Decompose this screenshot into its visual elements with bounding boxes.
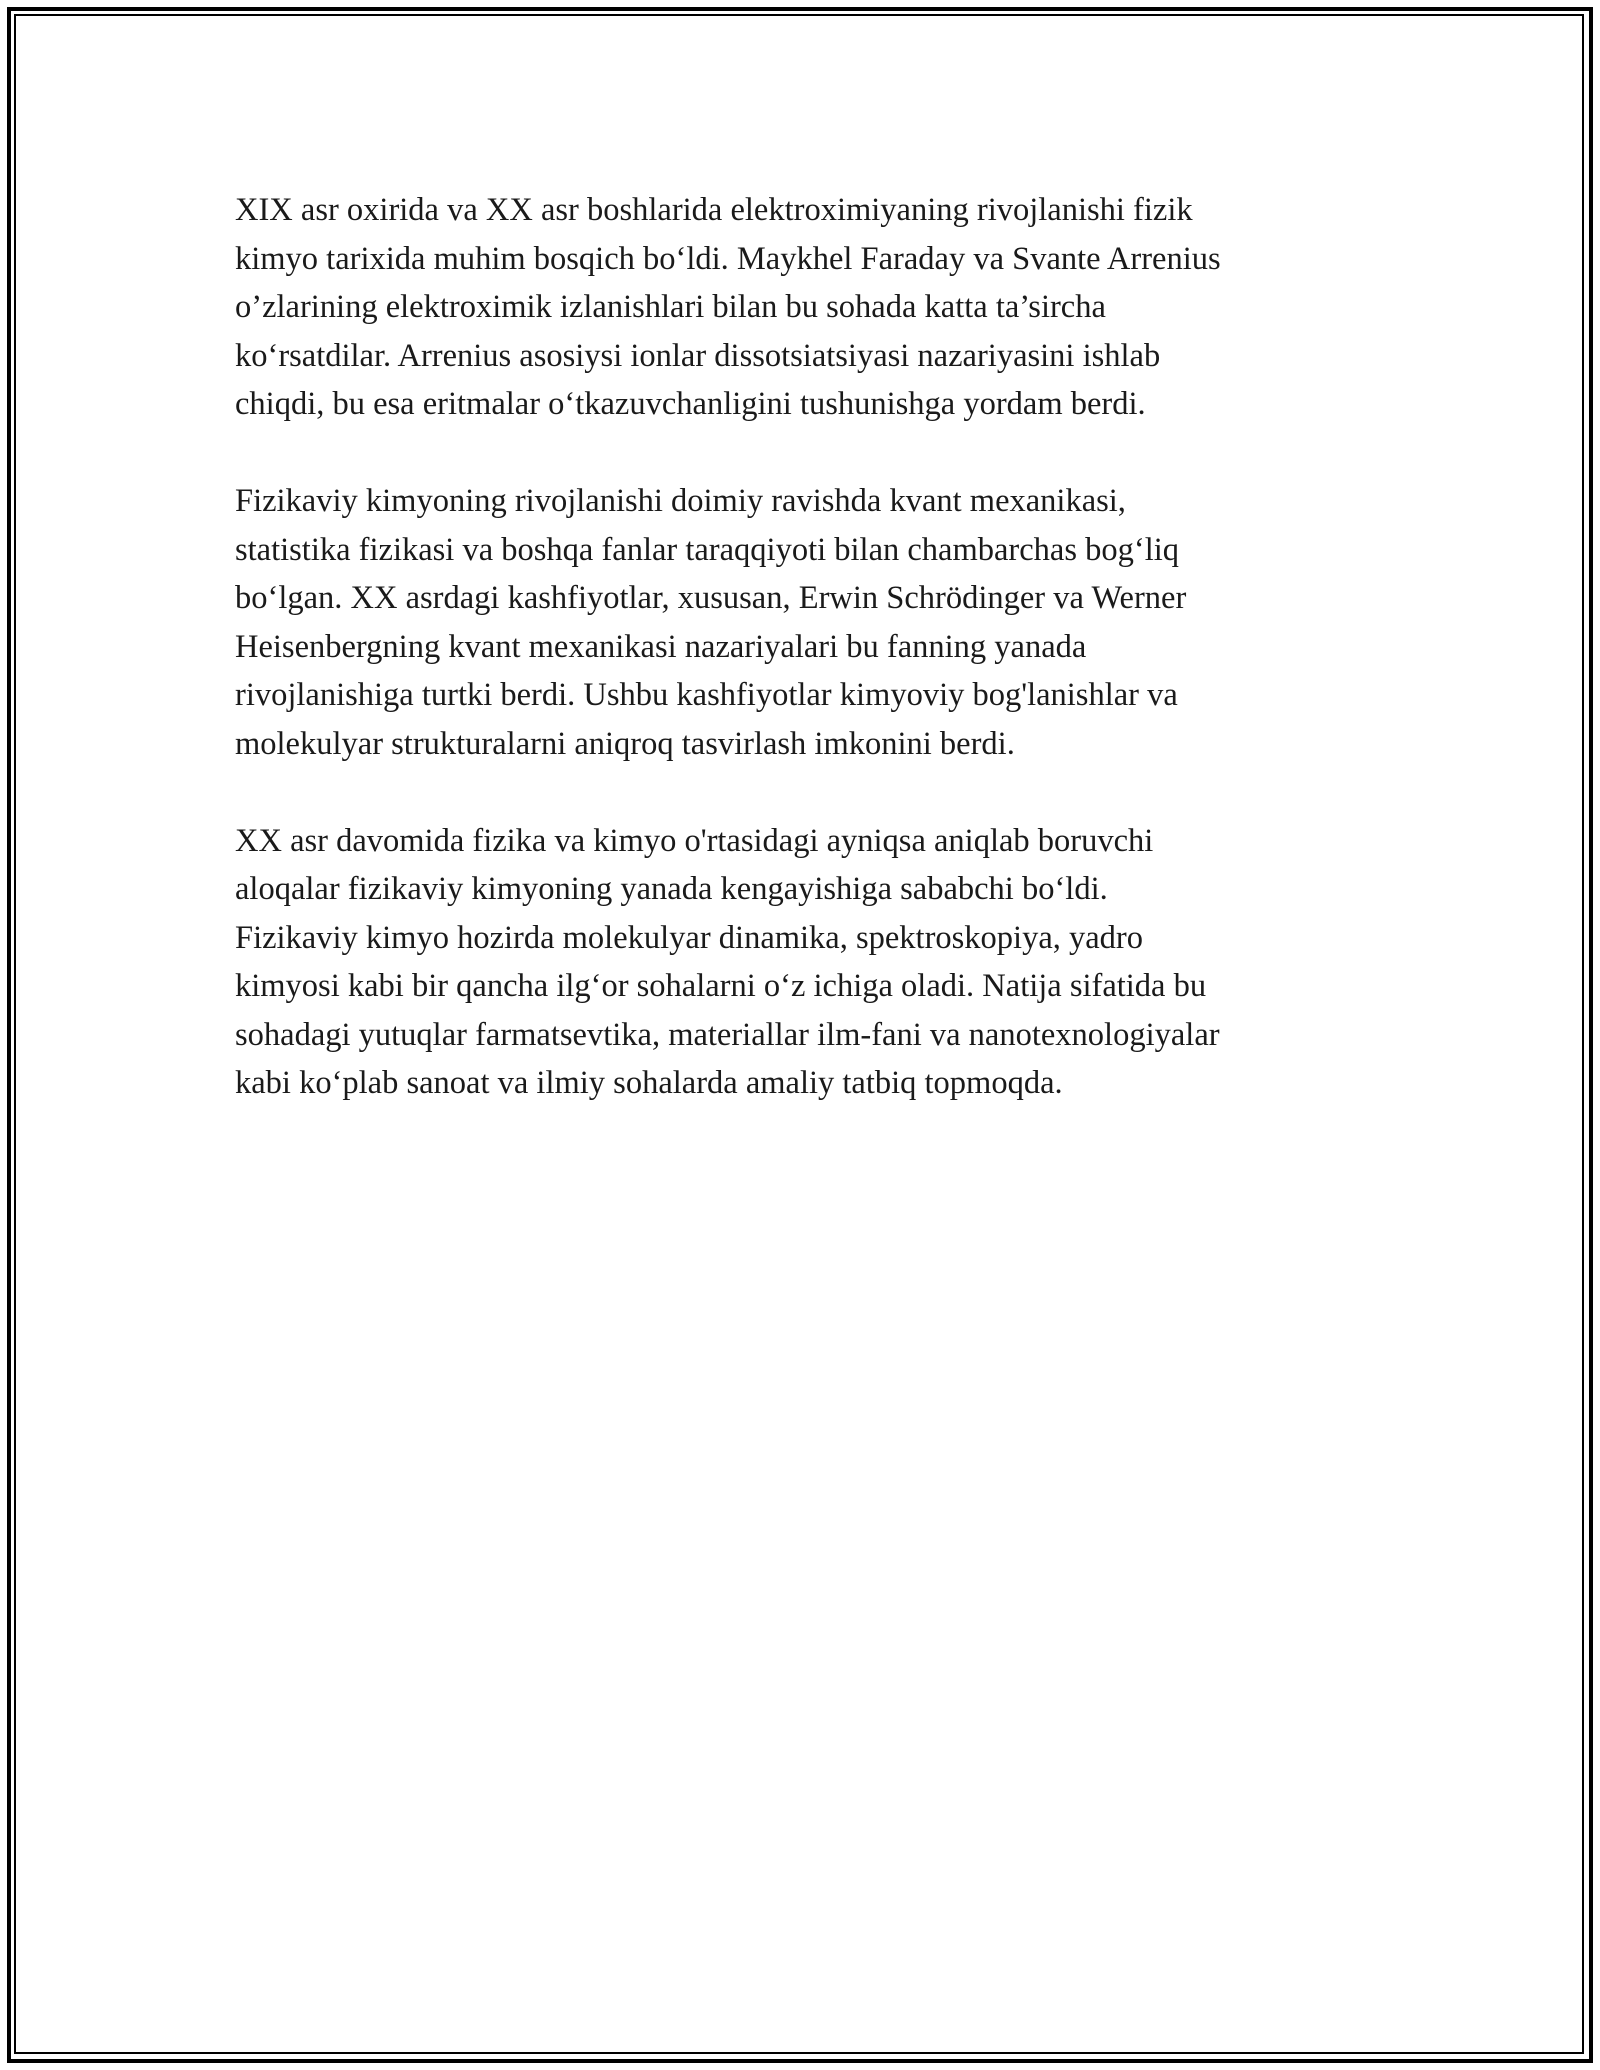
text-line: chiqdi, bu esa eritmalar o‘tkazuvchanligini tushunishga yordam berdi. [235, 386, 1146, 422]
paragraph-2 [235, 477, 1365, 768]
text-line: Heisenbergning kvant mexanikasi nazariyalari bu fanning yanada [235, 628, 1087, 665]
text-line: Fizikaviy kimyoning rivojlanishi doimiy ravishda kvant mexanikasi, [235, 483, 1126, 519]
text-line: aloqalar fizikaviy kimyoning yanada kengayishiga sababchi bo‘ldi. [235, 871, 1108, 907]
text-line: bo‘lgan. XX asrdagi kashfiyotlar, xususan, Erwin Schrödinger va Werner [235, 580, 1187, 616]
paragraph-3 [235, 817, 1365, 1108]
text-line: statistika fizikasi va boshqa fanlar taraqqiyoti bilan chambarchas bog‘liq [235, 531, 1180, 568]
text-line: rivojlanishiga turtki berdi. Ushbu kashfiyotlar kimyoviy bog'lanishlar va [235, 677, 1178, 713]
text-line: ko‘rsatdilar. Arrenius asosiysi ionlar dissotsiatsiyasi nazariyasini ishlab [235, 337, 1161, 374]
text-line: sohadagi yutuqlar farmatsevtika, materiallar ilm-fani va nanotexnologiyalar [235, 1016, 1220, 1053]
text-line: XX asr davomida fizika va kimyo o'rtasidagi ayniqsa aniqlab boruvchi [235, 822, 1154, 859]
text-line: Fizikaviy kimyo hozirda molekulyar dinamika, spektroskopiya, yadro [235, 919, 1144, 956]
document-body [235, 186, 1365, 1156]
paragraph-1 [235, 186, 1365, 429]
text-line: XIX asr oxirida va XX asr boshlarida elektroximiyaning rivojlanishi fizik [235, 192, 1193, 228]
text-line: kimyosi kabi bir qancha ilg‘or sohalarni o‘z ichiga oladi. Natija sifatida bu [235, 968, 1207, 1004]
text-line: kimyo tarixida muhim bosqich bo‘ldi. Maykhel Faraday va Svante Arrenius [235, 240, 1221, 277]
text-line: kabi ko‘plab sanoat va ilmiy sohalarda amaliy tatbiq topmoqda. [235, 1065, 1063, 1101]
text-line: o’zlarining elektroximik izlanishlari bilan bu sohada katta ta’sircha [235, 289, 1106, 325]
text-line: molekulyar strukturalarni aniqroq tasvirlash imkonini berdi. [235, 725, 1015, 762]
